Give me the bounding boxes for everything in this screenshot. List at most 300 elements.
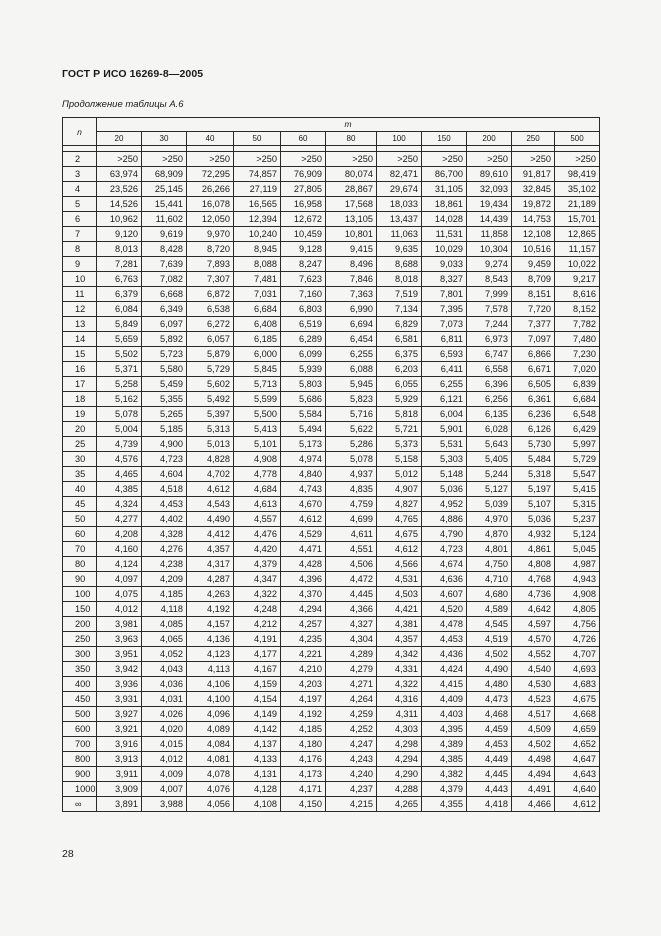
value-cell: 18,861: [422, 197, 467, 212]
value-cell: 4,142: [234, 722, 281, 737]
value-cell: 4,382: [422, 767, 467, 782]
table-caption: Продолжение таблицы А.6: [62, 99, 184, 110]
value-cell: 6,829: [377, 317, 422, 332]
value-cell: 4,502: [512, 737, 555, 752]
value-cell: 4,279: [326, 662, 377, 677]
value-cell: 4,412: [187, 527, 234, 542]
value-cell: 9,415: [326, 242, 377, 257]
value-cell: 4,952: [422, 497, 467, 512]
value-cell: 28,867: [326, 182, 377, 197]
value-cell: 5,286: [326, 437, 377, 452]
value-cell: 4,759: [326, 497, 377, 512]
value-cell: 5,127: [467, 482, 512, 497]
table-row: [63, 182, 600, 197]
value-cell: 4,453: [422, 632, 467, 647]
value-cell: 4,970: [467, 512, 512, 527]
value-cell: 5,185: [142, 422, 187, 437]
m-column-header: 80: [326, 132, 377, 146]
value-cell: 4,570: [512, 632, 555, 647]
n-value-cell: 450: [63, 692, 97, 707]
value-cell: 6,255: [422, 377, 467, 392]
value-cell: 4,743: [281, 482, 326, 497]
value-cell: 6,126: [512, 422, 555, 437]
value-cell: 5,823: [326, 392, 377, 407]
value-cell: 11,531: [422, 227, 467, 242]
value-cell: >250: [326, 152, 377, 167]
value-cell: 4,491: [512, 782, 555, 797]
value-cell: 9,970: [187, 227, 234, 242]
value-cell: 4,551: [326, 542, 377, 557]
value-cell: 7,720: [512, 302, 555, 317]
value-cell: 5,373: [377, 437, 422, 452]
m-column-header: 200: [467, 132, 512, 146]
value-cell: 6,866: [512, 347, 555, 362]
value-cell: 4,974: [281, 452, 326, 467]
value-cell: 4,680: [467, 587, 512, 602]
value-cell: 7,230: [555, 347, 600, 362]
value-cell: 4,197: [281, 692, 326, 707]
value-cell: 6,694: [326, 317, 377, 332]
n-value-cell: 12: [63, 302, 97, 317]
value-cell: 4,402: [142, 512, 187, 527]
value-cell: 4,765: [377, 512, 422, 527]
value-cell: 7,244: [467, 317, 512, 332]
value-cell: 5,036: [422, 482, 467, 497]
value-cell: 4,096: [187, 707, 234, 722]
table-row: [63, 332, 600, 347]
value-cell: 4,271: [326, 677, 377, 692]
value-cell: 4,395: [422, 722, 467, 737]
value-cell: 4,908: [555, 587, 600, 602]
value-cell: 6,763: [97, 272, 142, 287]
value-cell: 4,212: [234, 617, 281, 632]
value-cell: 4,247: [326, 737, 377, 752]
value-cell: 10,029: [422, 242, 467, 257]
table-row: [63, 497, 600, 512]
table-row: [63, 602, 600, 617]
value-cell: 6,429: [555, 422, 600, 437]
value-cell: 6,289: [281, 332, 326, 347]
value-cell: 4,683: [555, 677, 600, 692]
table-row: [63, 212, 600, 227]
table-row: [63, 572, 600, 587]
value-cell: 4,221: [281, 647, 326, 662]
value-cell: 9,217: [555, 272, 600, 287]
value-cell: 6,408: [234, 317, 281, 332]
n-value-cell: 15: [63, 347, 97, 362]
value-cell: 4,473: [467, 692, 512, 707]
table-row: [63, 467, 600, 482]
value-cell: 12,672: [281, 212, 326, 227]
value-cell: 4,342: [377, 647, 422, 662]
value-cell: 4,987: [555, 557, 600, 572]
value-cell: 4,176: [281, 752, 326, 767]
value-cell: 4,699: [326, 512, 377, 527]
value-cell: 4,707: [555, 647, 600, 662]
value-cell: 4,604: [142, 467, 187, 482]
value-cell: 10,801: [326, 227, 377, 242]
value-cell: 8,688: [377, 257, 422, 272]
value-cell: 5,531: [422, 437, 467, 452]
value-cell: 8,018: [377, 272, 422, 287]
value-cell: 4,294: [377, 752, 422, 767]
value-cell: 4,543: [187, 497, 234, 512]
value-cell: 4,113: [187, 662, 234, 677]
n-value-cell: 800: [63, 752, 97, 767]
value-cell: 4,943: [555, 572, 600, 587]
value-cell: 5,879: [187, 347, 234, 362]
value-cell: 15,701: [555, 212, 600, 227]
value-cell: 5,659: [97, 332, 142, 347]
value-cell: 6,684: [234, 302, 281, 317]
value-cell: 4,036: [142, 677, 187, 692]
value-cell: 6,803: [281, 302, 326, 317]
value-cell: 6,055: [377, 377, 422, 392]
table-row: [63, 707, 600, 722]
value-cell: 5,405: [467, 452, 512, 467]
value-cell: 31,105: [422, 182, 467, 197]
value-cell: 10,022: [555, 257, 600, 272]
value-cell: 4,702: [187, 467, 234, 482]
value-cell: 7,082: [142, 272, 187, 287]
value-cell: 16,958: [281, 197, 326, 212]
value-cell: 5,580: [142, 362, 187, 377]
value-cell: 23,526: [97, 182, 142, 197]
table-row: [63, 617, 600, 632]
value-cell: 4,259: [326, 707, 377, 722]
value-cell: 4,085: [142, 617, 187, 632]
value-cell: 4,257: [281, 617, 326, 632]
value-cell: 4,723: [142, 452, 187, 467]
value-cell: 8,013: [97, 242, 142, 257]
value-cell: 4,870: [467, 527, 512, 542]
table-row: [63, 197, 600, 212]
value-cell: 6,519: [281, 317, 326, 332]
value-cell: 7,481: [234, 272, 281, 287]
value-cell: 6,272: [187, 317, 234, 332]
value-cell: 4,468: [467, 707, 512, 722]
value-cell: 4,031: [142, 692, 187, 707]
value-cell: 76,909: [281, 167, 326, 182]
value-cell: 4,357: [187, 542, 234, 557]
n-value-cell: 60: [63, 527, 97, 542]
value-cell: 4,808: [512, 557, 555, 572]
value-cell: 4,576: [97, 452, 142, 467]
value-cell: 15,441: [142, 197, 187, 212]
value-cell: 4,381: [377, 617, 422, 632]
table-row: [63, 722, 600, 737]
value-cell: 5,729: [187, 362, 234, 377]
value-cell: 9,274: [467, 257, 512, 272]
table-row: [63, 677, 600, 692]
value-cell: 7,480: [555, 332, 600, 347]
value-cell: 5,173: [281, 437, 326, 452]
value-cell: 5,929: [377, 392, 422, 407]
value-cell: 5,643: [467, 437, 512, 452]
value-cell: 7,578: [467, 302, 512, 317]
value-cell: 4,684: [234, 482, 281, 497]
value-cell: 4,379: [234, 557, 281, 572]
table-body: [63, 146, 600, 812]
value-cell: 5,818: [377, 407, 422, 422]
n-value-cell: 25: [63, 437, 97, 452]
value-cell: 4,675: [555, 692, 600, 707]
value-cell: 4,612: [555, 797, 600, 812]
value-cell: 4,128: [234, 782, 281, 797]
value-cell: 4,607: [422, 587, 467, 602]
value-cell: 3,913: [97, 752, 142, 767]
value-cell: 4,160: [97, 542, 142, 557]
value-cell: 9,619: [142, 227, 187, 242]
value-cell: 6,973: [467, 332, 512, 347]
value-cell: 8,151: [512, 287, 555, 302]
value-cell: 11,602: [142, 212, 187, 227]
value-cell: 4,304: [326, 632, 377, 647]
table-row: [63, 662, 600, 677]
m-column-header: 20: [97, 132, 142, 146]
value-cell: 7,020: [555, 362, 600, 377]
value-cell: 19,872: [512, 197, 555, 212]
value-cell: 4,652: [555, 737, 600, 752]
table-row: [63, 167, 600, 182]
value-cell: 3,909: [97, 782, 142, 797]
value-cell: 4,370: [281, 587, 326, 602]
value-cell: 4,100: [187, 692, 234, 707]
value-cell: 14,439: [467, 212, 512, 227]
value-cell: 80,074: [326, 167, 377, 182]
value-cell: 12,108: [512, 227, 555, 242]
m-column-header: 60: [281, 132, 326, 146]
value-cell: 5,355: [142, 392, 187, 407]
value-cell: 3,931: [97, 692, 142, 707]
value-cell: 5,101: [234, 437, 281, 452]
value-cell: 5,901: [422, 422, 467, 437]
value-cell: 4,264: [326, 692, 377, 707]
n-value-cell: 40: [63, 482, 97, 497]
table-row: [63, 392, 600, 407]
value-cell: 8,720: [187, 242, 234, 257]
value-cell: 6,379: [97, 287, 142, 302]
table-row: [63, 737, 600, 752]
value-cell: 8,543: [467, 272, 512, 287]
value-cell: 4,523: [512, 692, 555, 707]
value-cell: 4,243: [326, 752, 377, 767]
value-cell: 5,945: [326, 377, 377, 392]
value-cell: 3,936: [97, 677, 142, 692]
value-cell: 4,552: [512, 647, 555, 662]
value-cell: 6,028: [467, 422, 512, 437]
value-cell: 5,148: [422, 467, 467, 482]
value-cell: 6,872: [187, 287, 234, 302]
n-value-cell: 250: [63, 632, 97, 647]
value-cell: 4,428: [281, 557, 326, 572]
n-value-cell: 200: [63, 617, 97, 632]
value-cell: 5,494: [281, 422, 326, 437]
value-cell: 27,119: [234, 182, 281, 197]
value-cell: 4,276: [142, 542, 187, 557]
value-cell: 10,516: [512, 242, 555, 257]
value-cell: 4,108: [234, 797, 281, 812]
value-cell: 7,782: [555, 317, 600, 332]
value-cell: 4,012: [142, 752, 187, 767]
value-cell: 5,500: [234, 407, 281, 422]
value-cell: 4,248: [234, 602, 281, 617]
value-cell: 63,974: [97, 167, 142, 182]
value-cell: 4,636: [422, 572, 467, 587]
value-cell: 4,303: [377, 722, 422, 737]
value-cell: 4,466: [512, 797, 555, 812]
value-cell: 4,756: [555, 617, 600, 632]
value-cell: 4,647: [555, 752, 600, 767]
value-cell: 13,105: [326, 212, 377, 227]
value-cell: 5,397: [187, 407, 234, 422]
value-cell: 4,056: [187, 797, 234, 812]
table-row: [63, 257, 600, 272]
table-row: [63, 422, 600, 437]
value-cell: 6,256: [467, 392, 512, 407]
value-cell: 74,857: [234, 167, 281, 182]
value-cell: 4,238: [142, 557, 187, 572]
value-cell: 4,827: [377, 497, 422, 512]
value-cell: 5,318: [512, 467, 555, 482]
value-cell: 7,363: [326, 287, 377, 302]
value-cell: 7,281: [97, 257, 142, 272]
m-column-header: 150: [422, 132, 467, 146]
table-row: [63, 347, 600, 362]
value-cell: 4,192: [187, 602, 234, 617]
value-cell: 4,043: [142, 662, 187, 677]
value-cell: 5,258: [97, 377, 142, 392]
value-cell: 7,073: [422, 317, 467, 332]
table-row: [63, 557, 600, 572]
value-cell: 10,240: [234, 227, 281, 242]
value-cell: 4,159: [234, 677, 281, 692]
value-cell: 6,004: [422, 407, 467, 422]
value-cell: 5,484: [512, 452, 555, 467]
value-cell: 4,290: [377, 767, 422, 782]
value-cell: 4,502: [467, 647, 512, 662]
value-cell: 3,951: [97, 647, 142, 662]
value-cell: 7,519: [377, 287, 422, 302]
value-cell: 26,266: [187, 182, 234, 197]
value-cell: 4,418: [467, 797, 512, 812]
value-cell: 4,517: [512, 707, 555, 722]
value-cell: 4,298: [377, 737, 422, 752]
value-cell: 4,385: [97, 482, 142, 497]
value-cell: 4,465: [97, 467, 142, 482]
value-cell: 4,203: [281, 677, 326, 692]
value-cell: 4,311: [377, 707, 422, 722]
value-cell: 4,828: [187, 452, 234, 467]
value-cell: 4,710: [467, 572, 512, 587]
value-cell: 4,154: [234, 692, 281, 707]
value-cell: 4,265: [377, 797, 422, 812]
n-value-cell: 1000: [63, 782, 97, 797]
value-cell: 6,839: [555, 377, 600, 392]
value-cell: 5,107: [512, 497, 555, 512]
value-cell: 4,778: [234, 467, 281, 482]
value-cell: 4,445: [326, 587, 377, 602]
table-row: [63, 587, 600, 602]
value-cell: 5,197: [512, 482, 555, 497]
value-cell: 4,118: [142, 602, 187, 617]
value-cell: 6,671: [512, 362, 555, 377]
n-value-cell: 400: [63, 677, 97, 692]
value-cell: 6,593: [422, 347, 467, 362]
n-value-cell: 350: [63, 662, 97, 677]
n-value-cell: 900: [63, 767, 97, 782]
value-cell: 4,415: [422, 677, 467, 692]
value-cell: >250: [97, 152, 142, 167]
value-cell: 19,434: [467, 197, 512, 212]
value-cell: 4,932: [512, 527, 555, 542]
value-cell: 9,459: [512, 257, 555, 272]
value-cell: 17,568: [326, 197, 377, 212]
value-cell: 4,612: [187, 482, 234, 497]
value-cell: 4,322: [377, 677, 422, 692]
n-value-cell: ∞: [63, 797, 97, 812]
table-row: [63, 767, 600, 782]
n-value-cell: 600: [63, 722, 97, 737]
value-cell: 14,028: [422, 212, 467, 227]
value-cell: 5,845: [234, 362, 281, 377]
value-cell: 4,133: [234, 752, 281, 767]
m-column-header: 40: [187, 132, 234, 146]
value-cell: 14,526: [97, 197, 142, 212]
table-row: [63, 647, 600, 662]
table-row: [63, 452, 600, 467]
value-cell: 4,453: [142, 497, 187, 512]
value-cell: 6,990: [326, 302, 377, 317]
value-cell: 4,355: [422, 797, 467, 812]
page-number: 28: [62, 848, 74, 860]
value-cell: 18,033: [377, 197, 422, 212]
n-value-cell: 6: [63, 212, 97, 227]
value-cell: 4,185: [281, 722, 326, 737]
value-cell: 4,289: [326, 647, 377, 662]
value-cell: 4,907: [377, 482, 422, 497]
value-cell: >250: [555, 152, 600, 167]
value-cell: 8,247: [281, 257, 326, 272]
value-cell: 9,120: [97, 227, 142, 242]
document-title: ГОСТ Р ИСО 16269-8—2005: [62, 68, 204, 80]
value-cell: 4,317: [187, 557, 234, 572]
value-cell: 5,729: [555, 452, 600, 467]
value-cell: 4,328: [142, 527, 187, 542]
value-cell: 4,331: [377, 662, 422, 677]
value-cell: 5,622: [326, 422, 377, 437]
n-value-cell: 700: [63, 737, 97, 752]
table-row: [63, 512, 600, 527]
value-cell: 8,945: [234, 242, 281, 257]
value-cell: 5,313: [187, 422, 234, 437]
value-cell: 5,713: [234, 377, 281, 392]
value-cell: 4,937: [326, 467, 377, 482]
value-cell: 6,396: [467, 377, 512, 392]
value-cell: 4,723: [422, 542, 467, 557]
value-cell: 4,277: [97, 512, 142, 527]
value-cell: 7,846: [326, 272, 377, 287]
value-cell: 4,449: [467, 752, 512, 767]
value-cell: 9,033: [422, 257, 467, 272]
value-cell: 4,065: [142, 632, 187, 647]
value-cell: 6,255: [326, 347, 377, 362]
value-cell: 4,210: [281, 662, 326, 677]
value-cell: 3,963: [97, 632, 142, 647]
value-cell: 6,000: [234, 347, 281, 362]
table-row: [63, 242, 600, 257]
value-cell: 7,801: [422, 287, 467, 302]
